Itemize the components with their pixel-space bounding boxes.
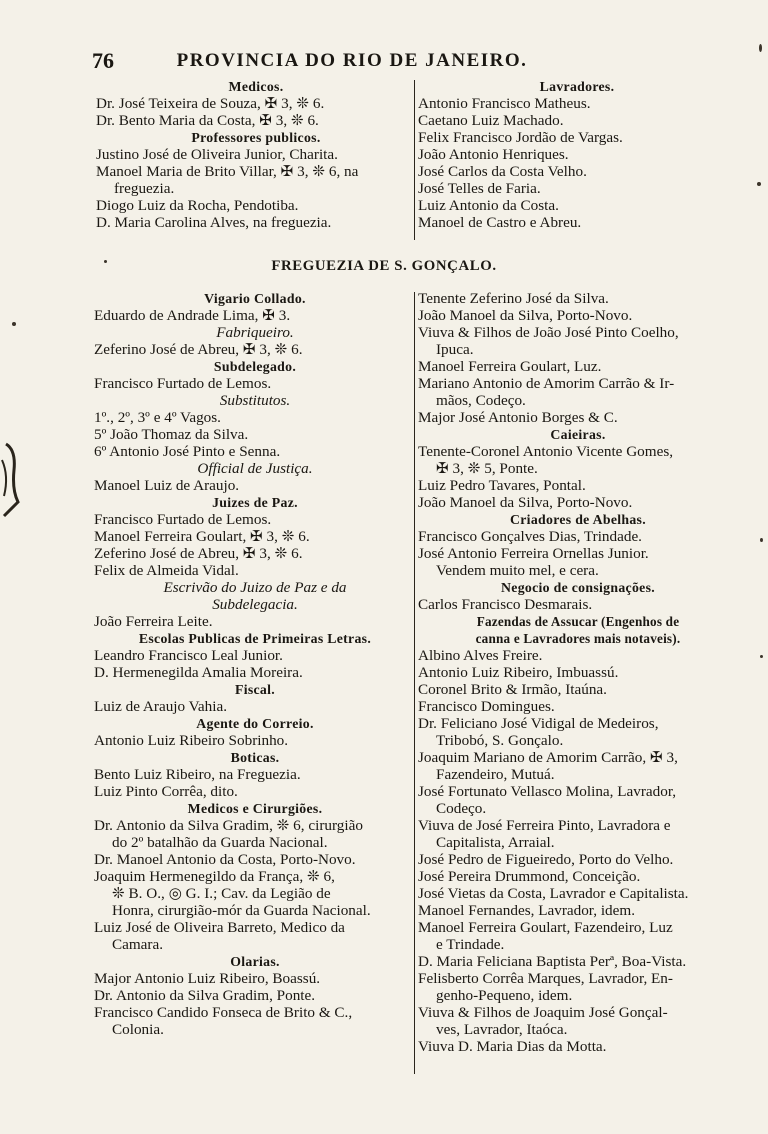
- entry-line: 5º João Thomaz da Silva.: [94, 426, 249, 443]
- italic-heading: Fabriqueiro.: [216, 324, 294, 341]
- entry-line: Zeferino José de Abreu, ✠ 3, ❊ 6.: [94, 341, 303, 358]
- entry-line: Francisco Furtado de Lemos.: [94, 511, 272, 528]
- entry-line: José Fortunato Vellasco Molina, Lavrador,: [418, 783, 677, 800]
- entry-line: Manoel Luiz de Araujo.: [94, 477, 240, 494]
- entry-line: Antonio Francisco Matheus.: [418, 95, 591, 112]
- section-heading: Negocio de consignações.: [501, 580, 655, 595]
- italic-heading: Escrivão do Juizo de Paz e da: [163, 579, 347, 596]
- entry-line: Joaquim Mariano de Amorim Carrão, ✠ 3,: [418, 749, 678, 766]
- entry-line: e Trindade.: [436, 936, 505, 953]
- section-heading: Medicos e Cirurgiões.: [187, 801, 323, 816]
- binding-clip-mark: [0, 440, 24, 520]
- entry-line: João Ferreira Leite.: [94, 613, 213, 630]
- column-bottom-left: [94, 290, 416, 1038]
- entry-line: Dr. Antonio da Silva Gradim, Ponte.: [94, 987, 316, 1004]
- entry-line: Manoel de Castro e Abreu.: [418, 214, 582, 231]
- section-title: FREGUEZIA DE S. GONÇALO.: [271, 258, 497, 274]
- entry-line: José Carlos da Costa Velho.: [418, 163, 587, 180]
- entry-line: Francisco Candido Fonseca de Brito & C.,: [94, 1004, 353, 1021]
- entry-line: Viuva & Filhos de João José Pinto Coelho,: [418, 324, 679, 341]
- entry-line: Luiz Antonio da Costa.: [418, 197, 559, 214]
- entry-line: genho-Pequeno, idem.: [436, 987, 573, 1004]
- running-head: [92, 46, 612, 76]
- ink-speck: [759, 44, 762, 52]
- entry-line: Manoel Ferreira Goulart, Fazendeiro, Luz: [418, 919, 673, 936]
- ink-speck: [757, 182, 761, 186]
- entry-line: Francisco Furtado de Lemos.: [94, 375, 272, 392]
- entry-line: Francisco Gonçalves Dias, Trindade.: [418, 528, 642, 545]
- section-heading: Criadores de Abelhas.: [510, 512, 646, 527]
- entry-line: Dr. Antonio da Silva Gradim, ❊ 6, cirurgião: [94, 817, 363, 834]
- entry-line: Felisberto Corrêa Marques, Lavrador, En-: [418, 970, 673, 987]
- entry-line: mãos, Codeço.: [436, 392, 526, 409]
- entry-line: Luiz de Araujo Vahia.: [94, 698, 227, 715]
- entry-line: ✠ 3, ❊ 5, Ponte.: [436, 460, 538, 477]
- ink-speck: [104, 260, 107, 263]
- section-heading: Fiscal.: [234, 682, 276, 697]
- entry-line: Felix Francisco Jordão de Vargas.: [418, 129, 623, 146]
- entry-line: do 2º batalhão da Guarda Nacional.: [112, 834, 328, 851]
- section-heading: Medicos.: [228, 79, 284, 94]
- entry-line: Luiz José de Oliveira Barreto, Medico da: [94, 919, 345, 936]
- entry-line: Major José Antonio Borges & C.: [418, 409, 618, 426]
- entry-line: Colonia.: [112, 1021, 164, 1038]
- entry-line: Manoel Maria de Brito Villar, ✠ 3, ❊ 6, na: [96, 163, 359, 180]
- entry-line: Manoel Fernandes, Lavrador, idem.: [418, 902, 636, 919]
- entry-line: Mariano Antonio de Amorim Carrão & Ir-: [418, 375, 675, 392]
- entry-line: Codeço.: [436, 800, 487, 817]
- entry-line: João Manoel da Silva, Porto-Novo.: [418, 307, 633, 324]
- entry-line: Dr. Bento Maria da Costa, ✠ 3, ❊ 6.: [96, 112, 319, 129]
- entry-line: Camara.: [112, 936, 164, 953]
- entry-line: Luiz Pedro Tavares, Pontal.: [418, 477, 586, 494]
- section-heading: Boticas.: [230, 750, 280, 765]
- entry-line: José Vietas da Costa, Lavrador e Capitalista.: [418, 885, 689, 902]
- entry-line: Dr. Manoel Antonio da Costa, Porto-Novo.: [94, 851, 356, 868]
- entry-line: José Antonio Ferreira Ornellas Junior.: [418, 545, 649, 562]
- entry-line: Viuva & Filhos de Joaquim José Gonçal-: [418, 1004, 668, 1021]
- section-heading: Caieiras.: [550, 427, 606, 442]
- entry-line: Tenente-Coronel Antonio Vicente Gomes,: [418, 443, 674, 460]
- entry-line: Viuva de José Ferreira Pinto, Lavradora e: [418, 817, 671, 834]
- section-heading: Agente do Correio.: [196, 716, 314, 731]
- entry-line: Caetano Luiz Machado.: [418, 112, 564, 129]
- entry-line: Albino Alves Freire.: [418, 647, 543, 664]
- ink-speck: [12, 322, 16, 326]
- entry-line: Zeferino José de Abreu, ✠ 3, ❊ 6.: [94, 545, 303, 562]
- entry-line: Tenente Zeferino José da Silva.: [418, 290, 609, 307]
- entry-line: João Manoel da Silva, Porto-Novo.: [418, 494, 633, 511]
- page-number: 76: [92, 48, 114, 73]
- entry-line: João Antonio Henriques.: [418, 146, 569, 163]
- entry-line: Manoel Ferreira Goulart, Luz.: [418, 358, 602, 375]
- column-top-right: [418, 78, 736, 231]
- entry-line: D. Maria Carolina Alves, na freguezia.: [96, 214, 332, 231]
- entry-line: Dr. Feliciano José Vidigal de Medeiros,: [418, 715, 659, 732]
- italic-heading: Official de Justiça.: [197, 460, 313, 477]
- entry-line: Leandro Francisco Leal Junior.: [94, 647, 283, 664]
- column-bottom-right: [418, 290, 738, 1055]
- entry-line: Ipuca.: [436, 341, 474, 358]
- entry-line: Bento Luiz Ribeiro, na Freguezia.: [94, 766, 301, 783]
- entry-line: 6º Antonio José Pinto e Senna.: [94, 443, 281, 460]
- entry-line: Tribobó, S. Gonçalo.: [436, 732, 564, 749]
- entry-line: D. Hermenegilda Amalia Moreira.: [94, 664, 303, 681]
- entry-line: José Pereira Drummond, Conceição.: [418, 868, 641, 885]
- section-heading: Vigario Collado.: [204, 291, 306, 306]
- section-heading: Fazendas de Assucar (Engenhos de: [476, 614, 680, 629]
- entry-line: 1º., 2º, 3º e 4º Vagos.: [94, 409, 221, 426]
- section-heading: Olarias.: [230, 954, 280, 969]
- section-heading: Escolas Publicas de Primeiras Letras.: [138, 631, 372, 646]
- entry-line: Fazendeiro, Mutuá.: [436, 766, 555, 783]
- page-title: PROVINCIA DO RIO DE JANEIRO.: [176, 50, 528, 71]
- section-heading: Subdelegado.: [213, 359, 297, 374]
- entry-line: Vendem muito mel, e cera.: [436, 562, 599, 579]
- ink-speck: [760, 655, 763, 658]
- section-heading: canna e Lavradores mais notaveis).: [475, 631, 681, 646]
- column-top-left: [96, 78, 416, 231]
- entry-line: José Pedro de Figueiredo, Porto do Velho.: [418, 851, 674, 868]
- entry-line: Justino José de Oliveira Junior, Charita.: [96, 146, 338, 163]
- entry-line: ❊ B. O., ◎ G. I.; Cav. da Legião de: [112, 885, 331, 902]
- entry-line: D. Maria Feliciana Baptista Perª, Boa-Vista.: [418, 953, 687, 970]
- section-heading: Juizes de Paz.: [212, 495, 298, 510]
- entry-line: Honra, cirurgião-mór da Guarda Nacional.: [112, 902, 371, 919]
- italic-heading: Substitutos.: [219, 392, 291, 409]
- italic-heading: Subdelegacia.: [212, 596, 298, 613]
- entry-line: Major Antonio Luiz Ribeiro, Boassú.: [94, 970, 321, 987]
- entry-line: Francisco Domingues.: [418, 698, 555, 715]
- entry-line: Coronel Brito & Irmão, Itaúna.: [418, 681, 607, 698]
- entry-line: Manoel Ferreira Goulart, ✠ 3, ❊ 6.: [94, 528, 310, 545]
- entry-line: freguezia.: [114, 180, 175, 197]
- section-heading: Professores publicos.: [191, 130, 321, 145]
- section-heading: Lavradores.: [539, 79, 615, 94]
- entry-line: Antonio Luiz Ribeiro, Imbuassú.: [418, 664, 619, 681]
- entry-line: Dr. José Teixeira de Souza, ✠ 3, ❊ 6.: [96, 95, 325, 112]
- entry-line: Felix de Almeida Vidal.: [94, 562, 239, 579]
- entry-line: Diogo Luiz da Rocha, Pendotiba.: [96, 197, 299, 214]
- entry-line: Carlos Francisco Desmarais.: [418, 596, 593, 613]
- entry-line: Capitalista, Arraial.: [436, 834, 555, 851]
- ink-speck: [760, 538, 763, 542]
- entry-line: Antonio Luiz Ribeiro Sobrinho.: [94, 732, 289, 749]
- entry-line: Eduardo de Andrade Lima, ✠ 3.: [94, 307, 291, 324]
- entry-line: José Telles de Faria.: [418, 180, 541, 197]
- entry-line: Luiz Pinto Corrêa, dito.: [94, 783, 238, 800]
- entry-line: ves, Lavrador, Itaóca.: [436, 1021, 568, 1038]
- entry-line: Viuva D. Maria Dias da Motta.: [418, 1038, 607, 1055]
- entry-line: Joaquim Hermenegildo da França, ❊ 6,: [94, 868, 335, 885]
